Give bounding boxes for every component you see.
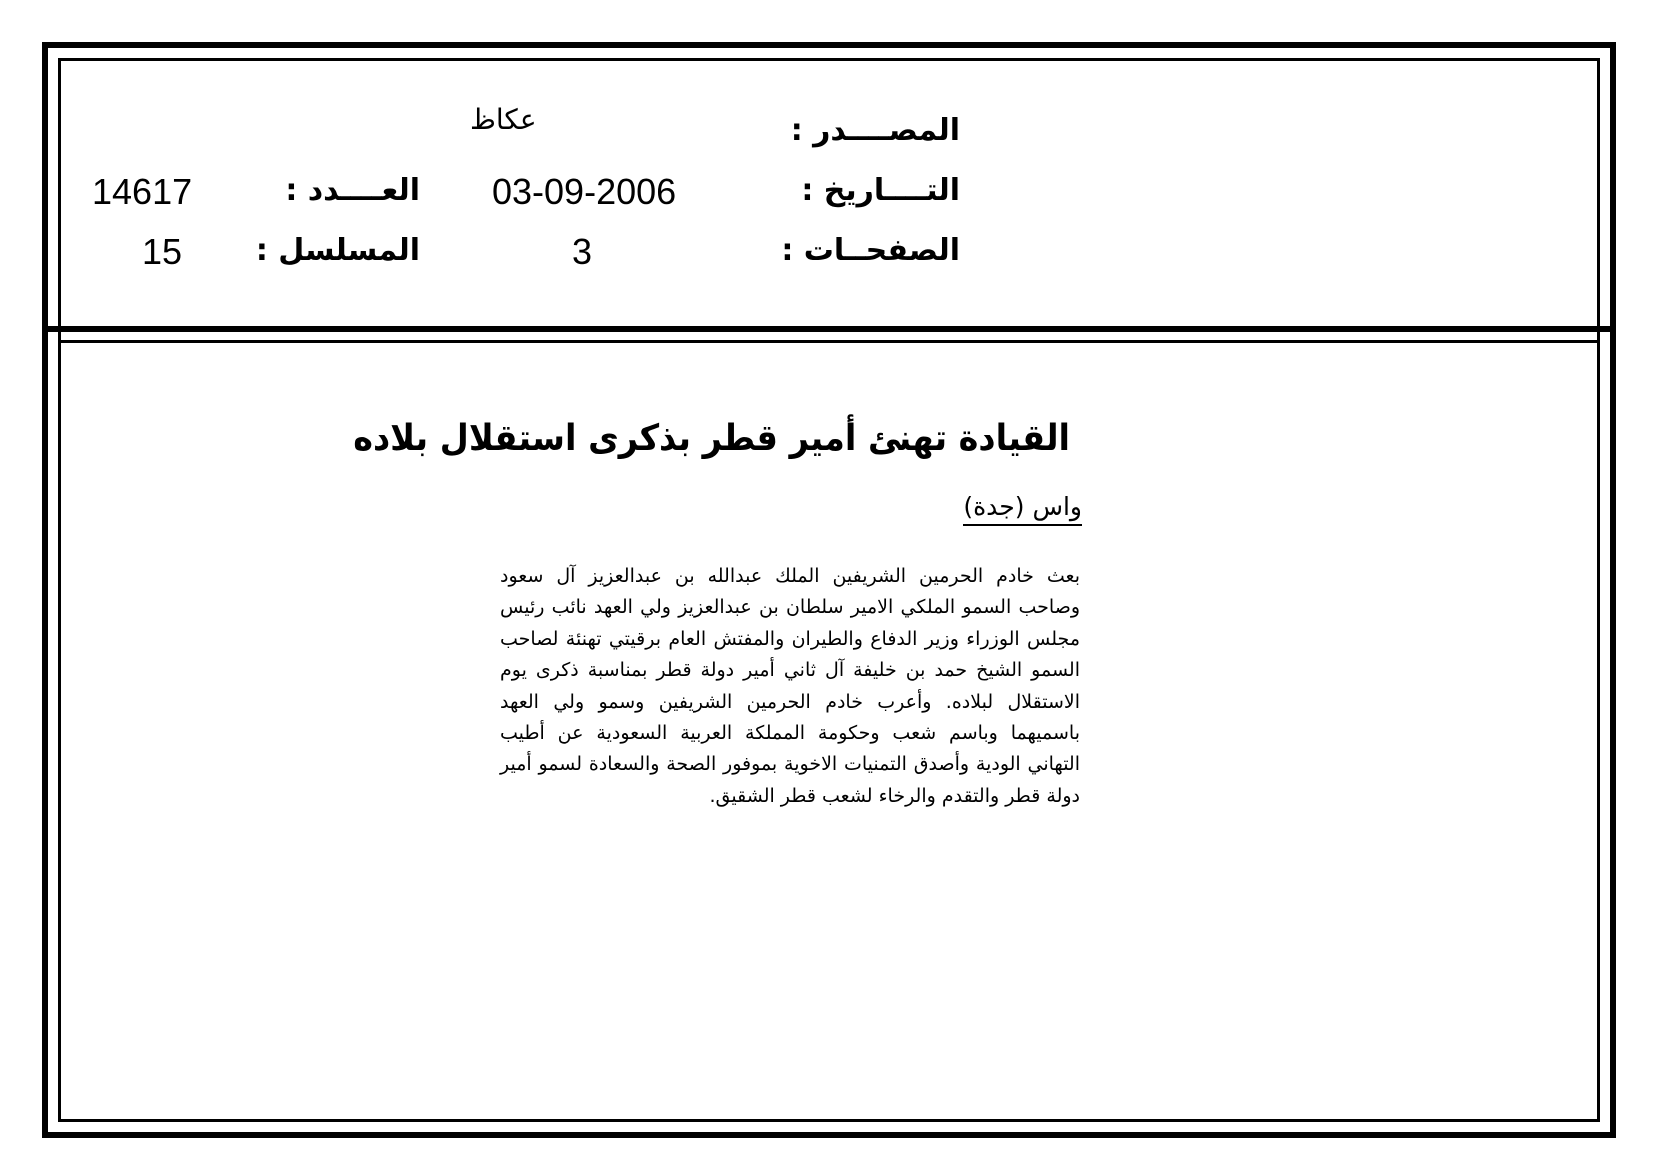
source-value: عكاظ xyxy=(470,103,537,136)
source-label: المصــــدر : xyxy=(790,113,960,148)
header-divider xyxy=(42,326,1616,332)
serial-label: المسلسل : xyxy=(255,233,420,268)
article-byline xyxy=(900,492,1082,521)
pages-label: الصفحــات : xyxy=(781,233,960,268)
date-label: التــــاريخ : xyxy=(801,173,960,208)
issue-value: 14617 xyxy=(92,171,193,212)
article-title: القيادة تهنئ أمير قطر بذكرى استقلال بلاده xyxy=(353,418,1070,459)
date-value: 03-09-2006 xyxy=(492,171,677,212)
serial-value: 15 xyxy=(142,231,183,272)
issue-label: العــــدد : xyxy=(285,173,420,208)
pages-value: 3 xyxy=(572,231,593,272)
article-body: بعث خادم الحرمين الشريفين الملك عبدالله بن عبدالعزيز آل سعود وصاحب السمو الملكي الامير سلطان بن عبدالعزيز ولي العهد نائب رئيس مجلس الوزراء وزير الدفاع والطيران والمفتش العام برقيتي تهنئة لصاحب السمو الشيخ حمد بن خليفة آل ثاني أمير دولة قطر بمناسبة ذكرى يوم الاستقلال لبلاده. وأعرب خادم الحرمين الشريفين وسمو ولي العهد باسميهما وباسم شعب وحكومة المملكة العربية السعودية عن أطيب التهاني الودية وأصدق التمنيات الاخوية بموفور الصحة والسعادة لسمو أمير دولة قطر والتقدم والرخاء لشعب قطر الشقيق. xyxy=(500,565,1080,807)
byline-text: واس (جدة) xyxy=(963,492,1082,526)
header-divider-inner xyxy=(58,340,1600,343)
